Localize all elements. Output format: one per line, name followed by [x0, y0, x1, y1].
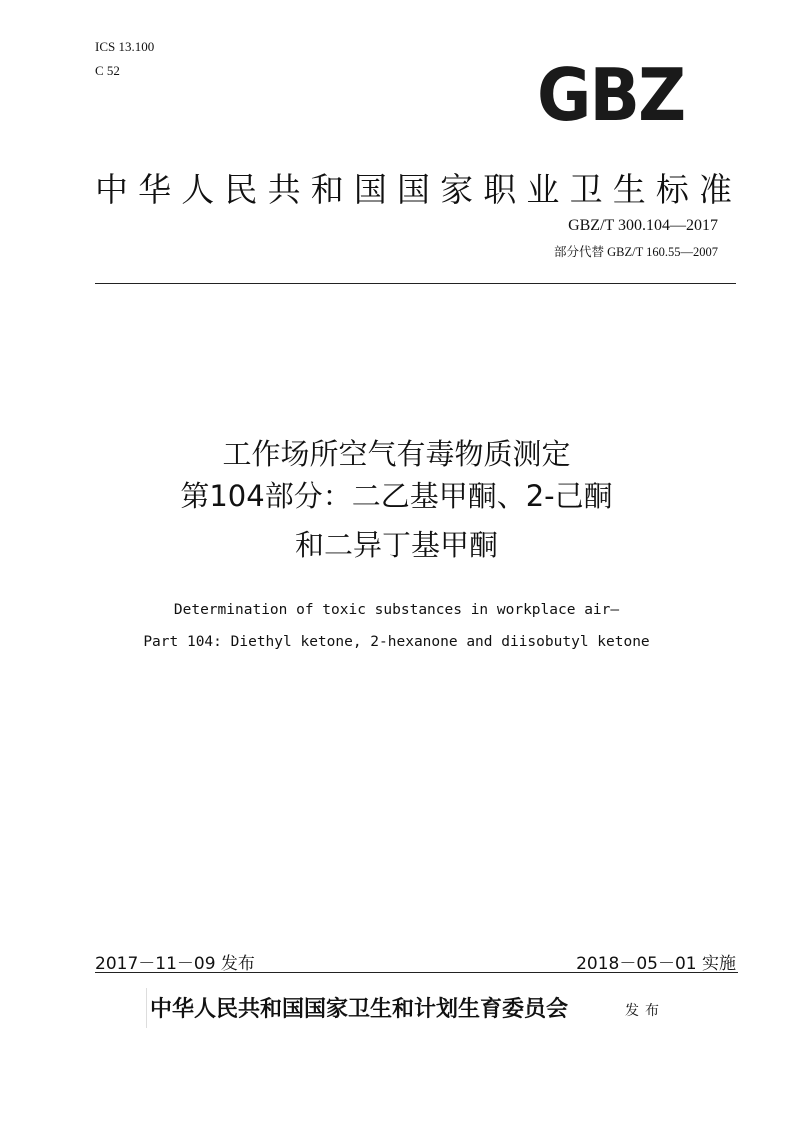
replaces-note: 部分代替 GBZ/T 160.55—2007	[553, 245, 718, 259]
header-divider	[95, 283, 736, 284]
margin-line	[146, 988, 147, 1028]
effective-date: 2018－05－01 实施	[576, 954, 736, 974]
issue-date: 2017－11－09 发布	[95, 954, 255, 974]
title-cn-line3: 和二异丁基甲酮	[294, 528, 498, 562]
title-cn-line1: 工作场所空气有毒物质测定	[222, 437, 571, 471]
ccs-code: C 52	[95, 63, 120, 78]
title-cn-line2: 第104部分：二乙基甲酮、2-己酮	[180, 479, 613, 513]
issuer-suffix: 发布	[625, 1003, 665, 1019]
gbz-logo: GBZ	[537, 53, 685, 137]
standard-number: GBZ/T 300.104—2017	[568, 217, 718, 234]
issuer-name: 中华人民共和国国家卫生和计划生育委员会	[150, 996, 569, 1022]
standard-category-title: 中华人民共和国国家职业卫生标准	[95, 170, 737, 209]
title-en-line2: Part 104: Diethyl ketone, 2-hexanone and diisobutyl ketone	[143, 634, 650, 650]
title-en-line1: Determination of toxic substances in workplace air—	[173, 602, 620, 618]
ics-code: ICS 13.100	[95, 39, 155, 54]
footer-divider	[95, 972, 738, 973]
